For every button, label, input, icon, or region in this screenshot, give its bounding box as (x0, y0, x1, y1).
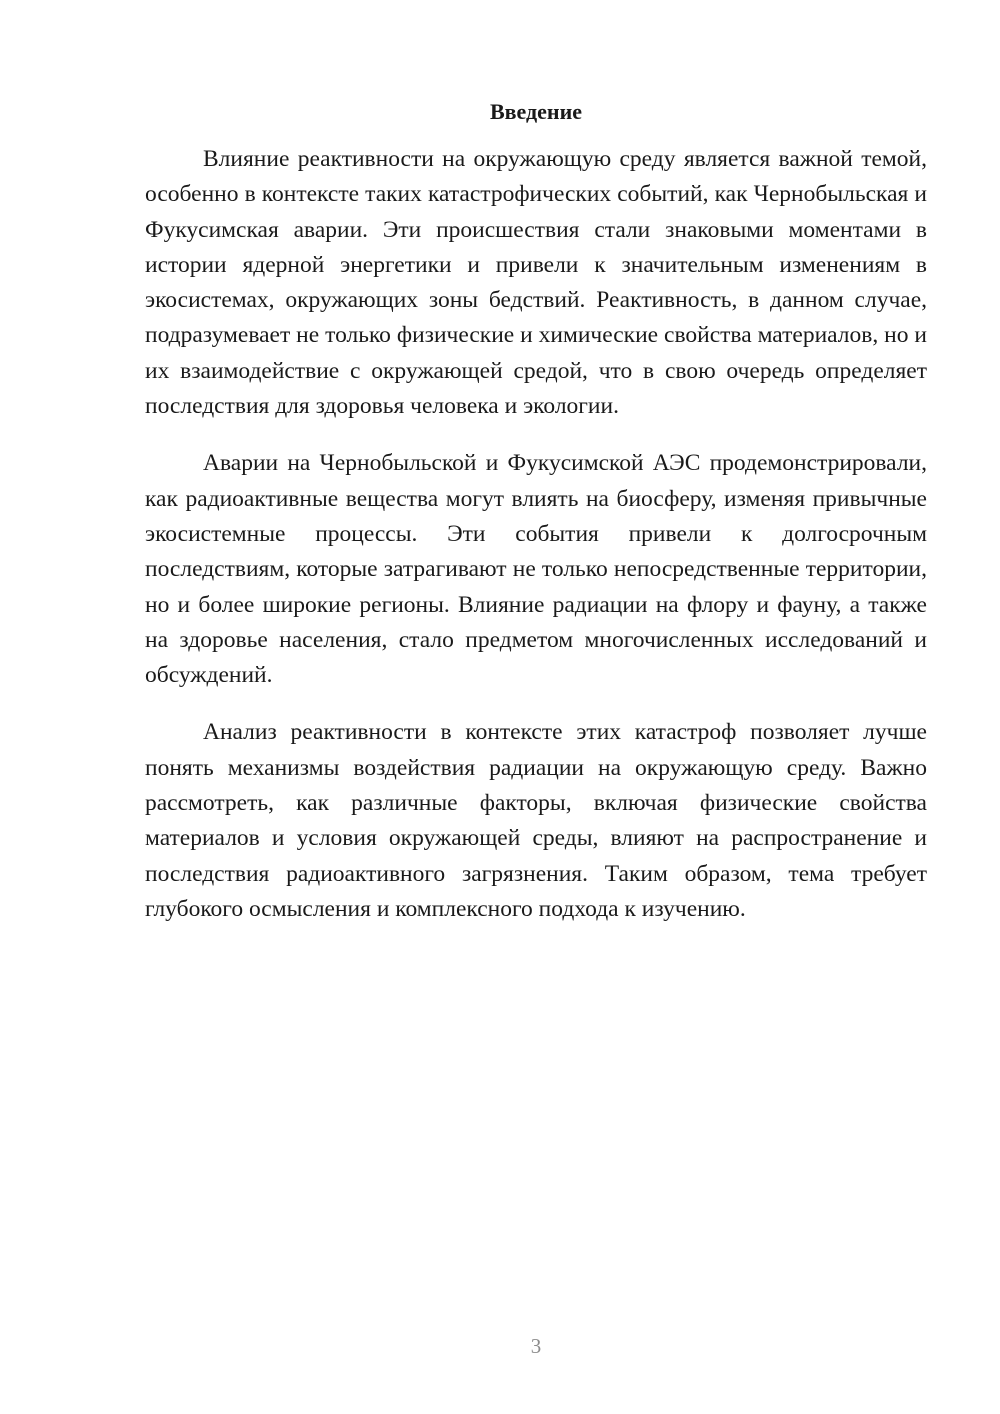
paragraph-1: Влияние реактивности на окружающую среду является важной темой, особенно в контексте таких катастрофических событий, как Чернобыльская и Фукусимская аварии. Эти происшествия стали знаковыми моментами в истории ядерной энергетики и привели к значительным изменениям в экосистемах, окружающих зоны бедствий. Реактивность, в данном случае, подразумевает не только физические и химические свойства материалов, но и их взаимодействие с окружающей средой, что в свою очередь определяет последствия для здоровья человека и экологии. (145, 146, 927, 420)
body-text (145, 142, 927, 949)
page-number: 3 (530, 1334, 542, 1358)
paragraph-3: Анализ реактивности в контексте этих катастроф позволяет лучше понять механизмы воздействия радиации на окружающую среду. Важно рассмотреть, как различные факторы, включая физические свойства материалов и условия окружающей среды, влияют на распространение и последствия радиоактивного загрязнения. Таким образом, тема требует глубокого осмысления и комплексного подхода к изучению. (145, 719, 927, 922)
section-heading: Введение (489, 99, 583, 124)
paragraph-2: Аварии на Чернобыльской и Фукусимской АЭС продемонстрировали, как радиоактивные вещества могут влиять на биосферу, изменяя привычные экосистемные процессы. Эти события привели к долгосрочным последствиям, которые затрагивают не только непосредственные территории, но и более широкие регионы. Влияние радиации на флору и фауну, а также на здоровье населения, стало предметом многочисленных исследований и обсуждений. (145, 450, 927, 689)
